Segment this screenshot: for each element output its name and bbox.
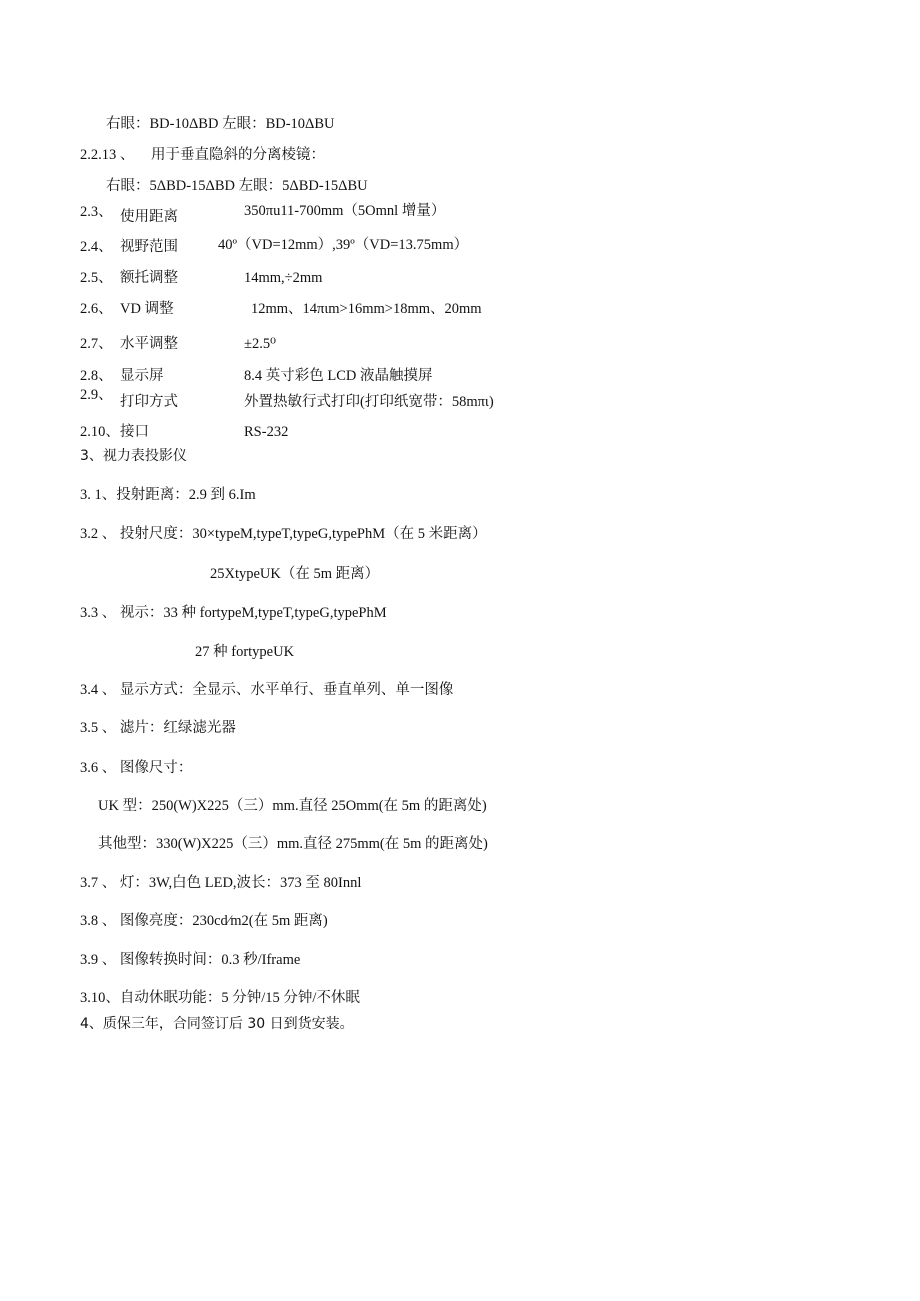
section-heading-chart-projector: 3、视力表投影仪	[80, 448, 187, 464]
spec-line-other-size: 其他型：330(W)X225（三）mm.直径 275mm(在 5m 的距离处)	[98, 836, 488, 852]
spec-line-uk-size: UK 型：250(W)X225（三）mm.直径 25Omm(在 5m 的距离处)	[98, 798, 487, 814]
spec-value-interface: RS-232	[244, 424, 289, 440]
spec-line-3-7: 3.7 、 灯：3W,白色 LED,波长：373 至 80Innl	[80, 875, 362, 891]
item-number-2-9: 2.9、	[80, 387, 113, 403]
spec-value-field-of-view: 40º（VD=12mm）,39º（VD=13.75mm）	[218, 237, 469, 253]
spec-line-3-2: 3.2 、 投射尺度：30×typeM,typeT,typeG,typePhM（在 5 米距离）	[80, 526, 487, 542]
section-warranty: 4、质保三年，合同签订后 30 日到货安装。	[80, 1016, 354, 1032]
spec-label-level-adjust: 水平调整	[120, 336, 178, 352]
spec-line-3-8: 3.8 、 图像亮度：230cd∕m2(在 5m 距离)	[80, 913, 328, 929]
spec-label-display: 显示屏	[120, 368, 164, 384]
spec-label-vd-adjust: VD 调整	[120, 301, 174, 317]
item-number-2-3: 2.3、	[80, 204, 113, 220]
item-title-vertical-prism: 用于垂直隐斜的分离棱镜：	[151, 147, 325, 163]
spec-value-display: 8.4 英寸彩色 LCD 液晶触摸屏	[244, 368, 433, 384]
spec-line-3-3-cont: 27 种 fortypeUK	[195, 644, 295, 660]
spec-line-3-9: 3.9 、 图像转换时间：0.3 秒/Iframe	[80, 952, 301, 968]
spec-line-3-5: 3.5 、 滤片：红绿滤光器	[80, 720, 236, 736]
spec-line-3-10: 3.10、自动休眠功能：5 分钟/15 分钟/不休眠	[80, 990, 360, 1006]
spec-value-forehead-adjust: 14mm,÷2mm	[244, 270, 323, 286]
spec-label-distance: 使用距离	[120, 209, 178, 225]
right-left-eye-prism-line-1: 右眼：BD-10ΔBD 左眼：BD-10ΔBU	[106, 116, 335, 132]
spec-line-3-3: 3.3 、 视示：33 种 fortypeM,typeT,typeG,typePhM	[80, 605, 387, 621]
spec-label-interface: 接口	[120, 424, 149, 440]
spec-line-3-2-cont: 25XtypeUK（在 5m 距离）	[210, 566, 380, 582]
spec-value-level-adjust: ±2.5⁰	[244, 336, 276, 352]
spec-label-forehead-adjust: 额托调整	[120, 270, 178, 286]
item-number-2-7: 2.7、	[80, 336, 113, 352]
item-number-2-5: 2.5、	[80, 270, 113, 286]
item-number-2-8: 2.8、	[80, 368, 113, 384]
spec-label-field-of-view: 视野范围	[120, 239, 178, 255]
spec-label-print-method: 打印方式	[120, 394, 178, 410]
spec-line-3-4: 3.4 、 显示方式：全显示、水平单行、垂直单列、单一图像	[80, 682, 454, 698]
item-number-2-4: 2.4、	[80, 239, 113, 255]
spec-line-3-6: 3.6 、 图像尺寸：	[80, 760, 193, 776]
spec-value-vd-adjust: 12mm、14πιm>16mm>18mm、20mm	[251, 301, 482, 317]
spec-value-distance: 350πu11-700mm（5Omnl 增量）	[244, 203, 446, 219]
item-number-2-6: 2.6、	[80, 301, 113, 317]
item-number-2-2-13: 2.2.13 、	[80, 147, 135, 163]
spec-value-print-method: 外置热敏行式打印(打印纸宽带：58mπι)	[244, 394, 494, 410]
spec-line-3-1: 3. 1、投射距离：2.9 到 6.Im	[80, 487, 256, 503]
right-left-eye-prism-line-2: 右眼：5ΔBD-15ΔBD 左眼：5ΔBD-15ΔBU	[106, 178, 368, 194]
item-number-2-10: 2.10、	[80, 424, 120, 440]
